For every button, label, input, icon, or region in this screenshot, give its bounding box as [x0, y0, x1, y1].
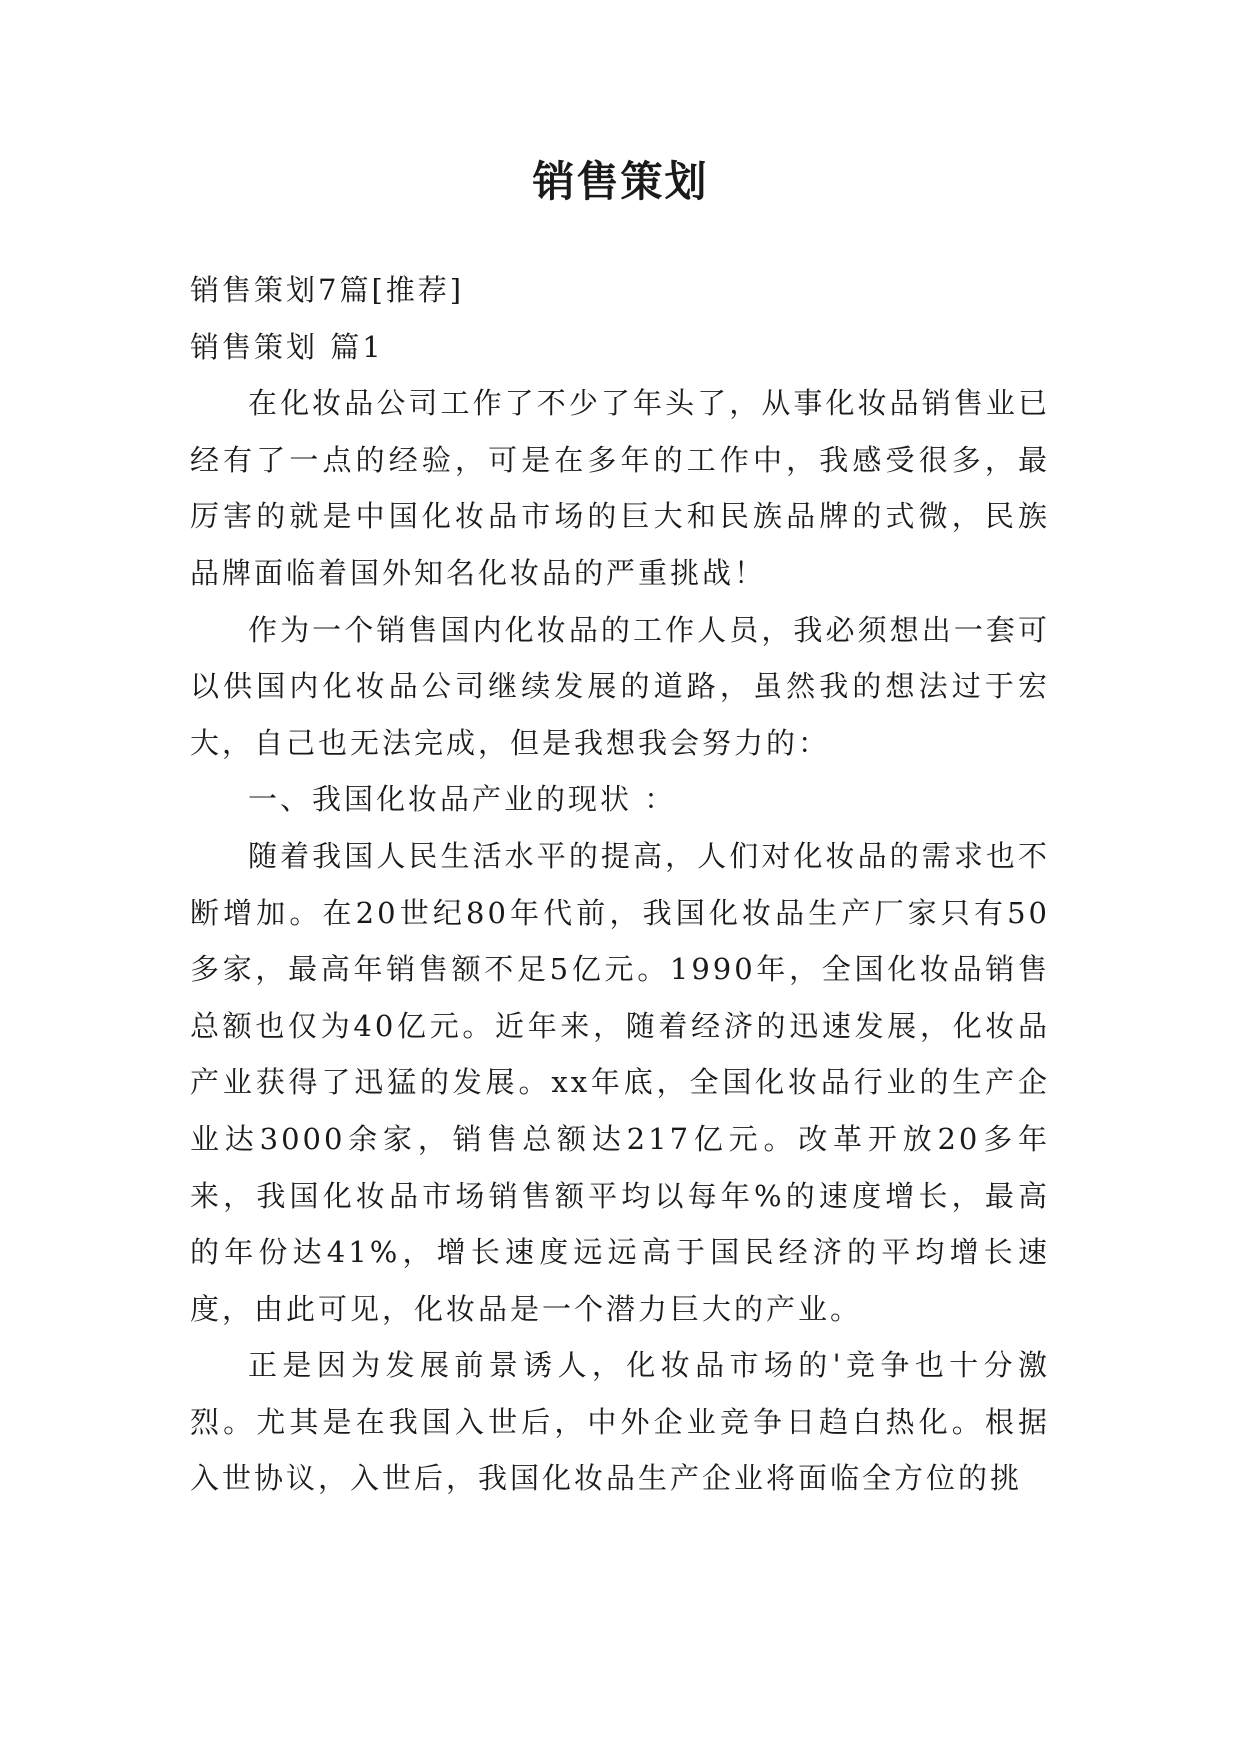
sub-heading: 一、我国化妆品产业的现状 ： — [248, 782, 677, 817]
paragraph: 随着我国人民生活水平的提高，人们对化妆品的需求也不断增加。在20世纪80年代前，我国化妆品生产厂家只有50多家，最高年销售额不足5亿元。1990年，全国化妆品销售总额也仅为40亿元。近年来，随着经济的迅速发展，化妆品产业获得了迅猛的发展。xx年底，全国化妆品行业的生产企业达3000余家，销售总额达217亿元。改革开放20多年来，我国化妆品市场销售额平均以每年%的速度增长，最高的年份达41%，增长速度远远高于国民经济的平均增长速度，由此可见，化妆品是一个潜力巨大的产业。 — [190, 838, 1050, 1326]
document-body — [190, 262, 1050, 1507]
document-subtitle: 销售策划7篇[推荐] — [190, 273, 465, 307]
paragraph: 在化妆品公司工作了不少了年头了，从事化妆品销售业已经有了一点的经验，可是在多年的工作中，我感受很多，最厉害的就是中国化妆品市场的巨大和民族品牌的式微，民族品牌面临着国外知名化妆品的严重挑战！ — [190, 386, 1050, 590]
paragraph: 作为一个销售国内化妆品的工作人员，我必须想出一套可以供国内化妆品公司继续发展的道路，虽然我的想法过于宏大，自己也无法完成，但是我想我会努力的： — [190, 612, 1050, 760]
document-title: 销售策划 — [532, 157, 709, 206]
paragraph: 正是因为发展前景诱人，化妆品市场的'竞争也十分激烈。尤其是在我国入世后，中外企业竞争日趋白热化。根据入世协议，入世后，我国化妆品生产企业将面临全方位的挑 — [190, 1348, 1050, 1496]
section-heading: 销售策划 篇1 — [190, 329, 384, 364]
